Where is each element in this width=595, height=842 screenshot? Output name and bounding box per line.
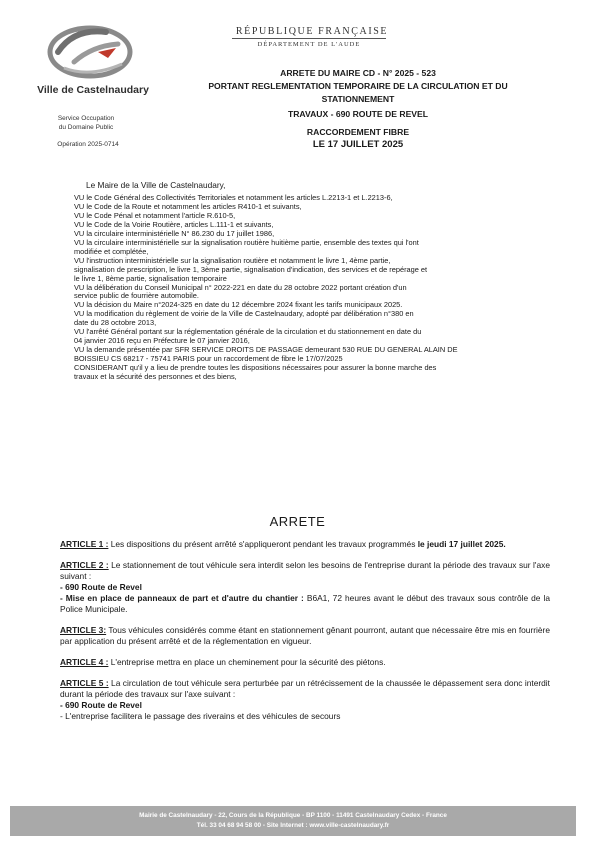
legal-reference-line: VU le Code de la Voirie Routière, articles L.111-1 et suivants,: [74, 219, 274, 229]
city-logo: [44, 22, 136, 82]
legal-reference-line: VU la circulaire interministérielle sur la signalisation routière huitième partie, ensemble des textes qui l'ont: [74, 237, 419, 247]
decree-subject-line-2: STATIONNEMENT: [321, 93, 395, 104]
article-number: ARTICLE 5 :: [60, 677, 109, 688]
legal-reference-line: modifiée et complétée,: [74, 246, 149, 256]
article-text: Les dispositions du présent arrêté s'appliqueront pendant les travaux programmés: [108, 539, 418, 549]
city-name: Ville de Castelnaudary: [37, 84, 149, 96]
article-location: - 690 Route de Revel: [60, 699, 142, 710]
article-number: ARTICLE 3:: [60, 624, 107, 635]
article-3: [60, 625, 550, 647]
considerant-line: travaux et la sécurité des personnes et des biens,: [74, 372, 237, 382]
article-1: [60, 539, 550, 550]
footer-bar: [10, 806, 576, 836]
service-line-1: Service Occupation: [57, 115, 115, 122]
decree-subject-line-1: PORTANT REGLEMENTATION TEMPORAIRE DE LA CIRCULATION ET DU: [208, 81, 508, 92]
legal-reference-line: 04 janvier 2016 reçu en Préfecture le 07 janvier 2016,: [74, 336, 250, 346]
articles-section: [60, 539, 550, 732]
decree-title: [172, 67, 544, 151]
legal-reference-line: VU le Code de la Route et notamment les articles R410-1 et suivants,: [74, 201, 302, 211]
legal-reference-line: service public de fourrière automobile.: [74, 291, 199, 301]
article-number: ARTICLE 4 :: [60, 656, 109, 667]
legal-reference-line: signalisation de prescription, le livre 1, 3ème partie, signalisation d'indication, des services et de repérage et: [74, 264, 428, 274]
department-label: DÉPARTEMENT DE L'AUDE: [257, 41, 361, 48]
works-location: TRAVAUX - 690 ROUTE DE REVEL: [287, 109, 429, 120]
legal-reference-line: le livre 1, 8ème partie, signalisation temporaire: [74, 273, 227, 283]
footer-contact: Tél. 33 04 68 94 58 00 - Site Internet : www.ville-castelnaudary.fr: [196, 822, 390, 829]
arrete-heading: ARRETE: [269, 514, 326, 529]
legal-reference-line: VU le Code Pénal et notamment l'article R.610-5,: [74, 210, 236, 220]
article-number: ARTICLE 2 :: [60, 560, 109, 571]
footer-address: Mairie de Castelnaudary - 22, Cours de la République - BP 1100 - 11491 Castelnaudary Cedex - France: [139, 812, 447, 819]
article-text: Tous véhicules considérés comme étant en stationnement gênant pourront, autant que nécessaire être mis en fourrière par application du présent arrêté et de la réglementation en vigueur.: [60, 624, 551, 646]
republic-header: RÉPUBLIQUE FRANÇAISE: [235, 26, 389, 37]
article-signage-label: - Mise en place de panneaux de part et d'autre du chantier :: [60, 592, 304, 603]
article-location: - 690 Route de Revel: [60, 581, 142, 592]
legal-reference-line: VU l'arrêté Général portant sur la réglementation générale de la circulation et du stationnement en date du: [74, 327, 422, 337]
article-2: [60, 560, 550, 615]
legal-reference-line: date du 28 octobre 2013,: [74, 318, 157, 328]
article-text: Le stationnement de tout véhicule sera interdit selon les besoins de l'entreprise durant la période des travaux sur l'axe suivant :: [60, 560, 551, 581]
legal-reference-line: VU l'instruction interministérielle sur la signalisation routière et notamment le livre 1, 4ème partie,: [74, 255, 391, 265]
legal-reference-line: VU la modification du règlement de voirie de la Ville de Castelnaudary, adopté par délibération n°380 en: [74, 309, 414, 319]
article-date: le jeudi 17 juillet 2025.: [417, 539, 506, 549]
legal-reference-line: BOISSIEU CS 68217 - 75741 PARIS pour un raccordement de fibre le 17/07/2025: [74, 354, 343, 364]
article-signage-text: B6A1, 72 heures avant le début des travaux sous contrôle de la Police Municipale.: [60, 592, 550, 614]
decree-number: ARRETE DU MAIRE CD - N° 2025 - 523: [280, 68, 436, 78]
legal-reference-line: VU la décision du Maire n°2024-325 en date du 12 décembre 2024 fixant les tarifs municipaux 2025.: [74, 300, 403, 310]
service-line-2: du Domaine Public: [58, 124, 114, 131]
article-number: ARTICLE 1 :: [60, 539, 109, 549]
mayor-intro: Le Maire de la Ville de Castelnaudary,: [86, 180, 226, 190]
operation-number: Opération 2025-0714: [57, 141, 119, 148]
legal-reference-line: VU le Code Général des Collectivités Territoriales et notamment les articles L.2213-1 et L.2213-6,: [74, 193, 393, 202]
article-text: La circulation de tout véhicule sera perturbée par un rétrécissement de la chaussée le dépassement sera donc interdit durant la période des travaux sur l'axe suivant :: [60, 677, 550, 699]
article-4: [60, 657, 550, 668]
decree-date: LE 17 JUILLET 2025: [312, 139, 404, 151]
legal-references: [74, 194, 558, 382]
legal-reference-line: VU la circulaire interministérielle N° 86.230 du 17 juillet 1986,: [74, 228, 275, 238]
header-divider: [232, 38, 386, 39]
legal-reference-line: VU la demande présentée par SFR SERVICE DROITS DE PASSAGE demeurant 530 RUE DU GENERAL ALAIN DE: [74, 345, 458, 355]
article-5: [60, 678, 550, 722]
service-label: [36, 114, 136, 132]
works-type: RACCORDEMENT FIBRE: [306, 126, 410, 137]
article-note: - L'entreprise facilitera le passage des riverains et des véhicules de secours: [60, 710, 341, 721]
legal-reference-line: VU la délibération du Conseil Municipal n° 2022-221 en date du 28 octobre 2022 portant création d'un: [74, 282, 407, 292]
article-text: L'entreprise mettra en place un cheminement pour la sécurité des piétons.: [108, 656, 386, 667]
considerant-line: CONSIDERANT qu'il y a lieu de prendre toutes les dispositions nécessaires pour assurer la bonne marche des: [74, 363, 437, 373]
